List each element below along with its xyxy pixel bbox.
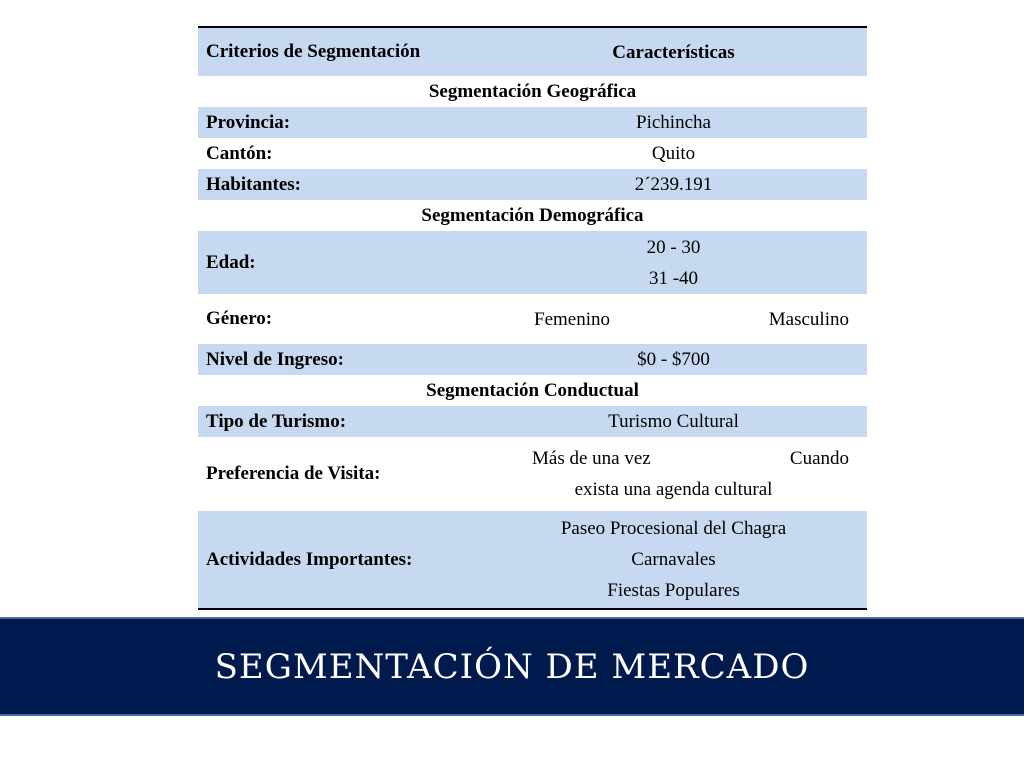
gender-values	[480, 304, 867, 335]
canton-value: Quito	[651, 143, 696, 164]
section-demographic: Segmentación Demográfica	[198, 200, 867, 231]
activity-2: Carnavales	[631, 549, 716, 570]
visit-preference-right: Cuando	[789, 448, 849, 469]
age-range-2: 31 -40	[648, 267, 699, 289]
visit-preference-label: Preferencia de Visita:	[206, 463, 381, 484]
header-characteristics: Características	[612, 41, 735, 63]
age-range-1: 20 - 30	[646, 236, 701, 258]
table-header-row	[198, 28, 867, 76]
title-banner	[0, 617, 1024, 716]
activity-1: Paseo Procesional del Chagra	[560, 518, 787, 539]
segmentation-table	[198, 26, 867, 610]
row-visit-preference	[198, 437, 867, 511]
activity-3: Fiestas Populares	[607, 580, 740, 601]
income-value: $0 - $700	[637, 349, 710, 370]
age-values	[480, 232, 867, 294]
row-gender	[198, 294, 867, 344]
tourism-type-value: Turismo Cultural	[608, 411, 739, 432]
row-inhabitants	[198, 169, 867, 200]
visit-preference-value	[480, 443, 867, 505]
gender-label: Género:	[206, 308, 273, 329]
activities-values	[480, 513, 867, 606]
page-title: SEGMENTACIÓN DE MERCADO	[214, 646, 810, 687]
activities-label: Actividades Importantes:	[206, 548, 413, 570]
section-geographic: Segmentación Geográfica	[198, 76, 867, 107]
province-label: Provincia:	[206, 111, 291, 133]
row-income	[198, 344, 867, 375]
row-age	[198, 231, 867, 294]
province-value: Pichincha	[636, 112, 711, 133]
inhabitants-value: 2´239.191	[634, 174, 713, 195]
inhabitants-label: Habitantes:	[206, 173, 301, 195]
row-tourism-type	[198, 406, 867, 437]
section-behavioral: Segmentación Conductual	[198, 375, 867, 406]
tourism-type-label: Tipo de Turismo:	[206, 410, 347, 432]
header-criteria: Criterios de Segmentación	[206, 41, 421, 62]
row-activities	[198, 511, 867, 608]
age-label: Edad:	[206, 251, 256, 273]
visit-preference-line2: exista una agenda cultural	[574, 479, 773, 500]
row-canton	[198, 138, 867, 169]
row-province	[198, 107, 867, 138]
visit-preference-left: Más de una vez	[532, 448, 651, 469]
gender-female: Femenino	[534, 308, 610, 330]
income-label: Nivel de Ingreso:	[206, 348, 344, 370]
canton-label: Cantón:	[206, 142, 273, 164]
gender-male: Masculino	[768, 308, 849, 330]
visit-preference-line1	[480, 443, 867, 474]
